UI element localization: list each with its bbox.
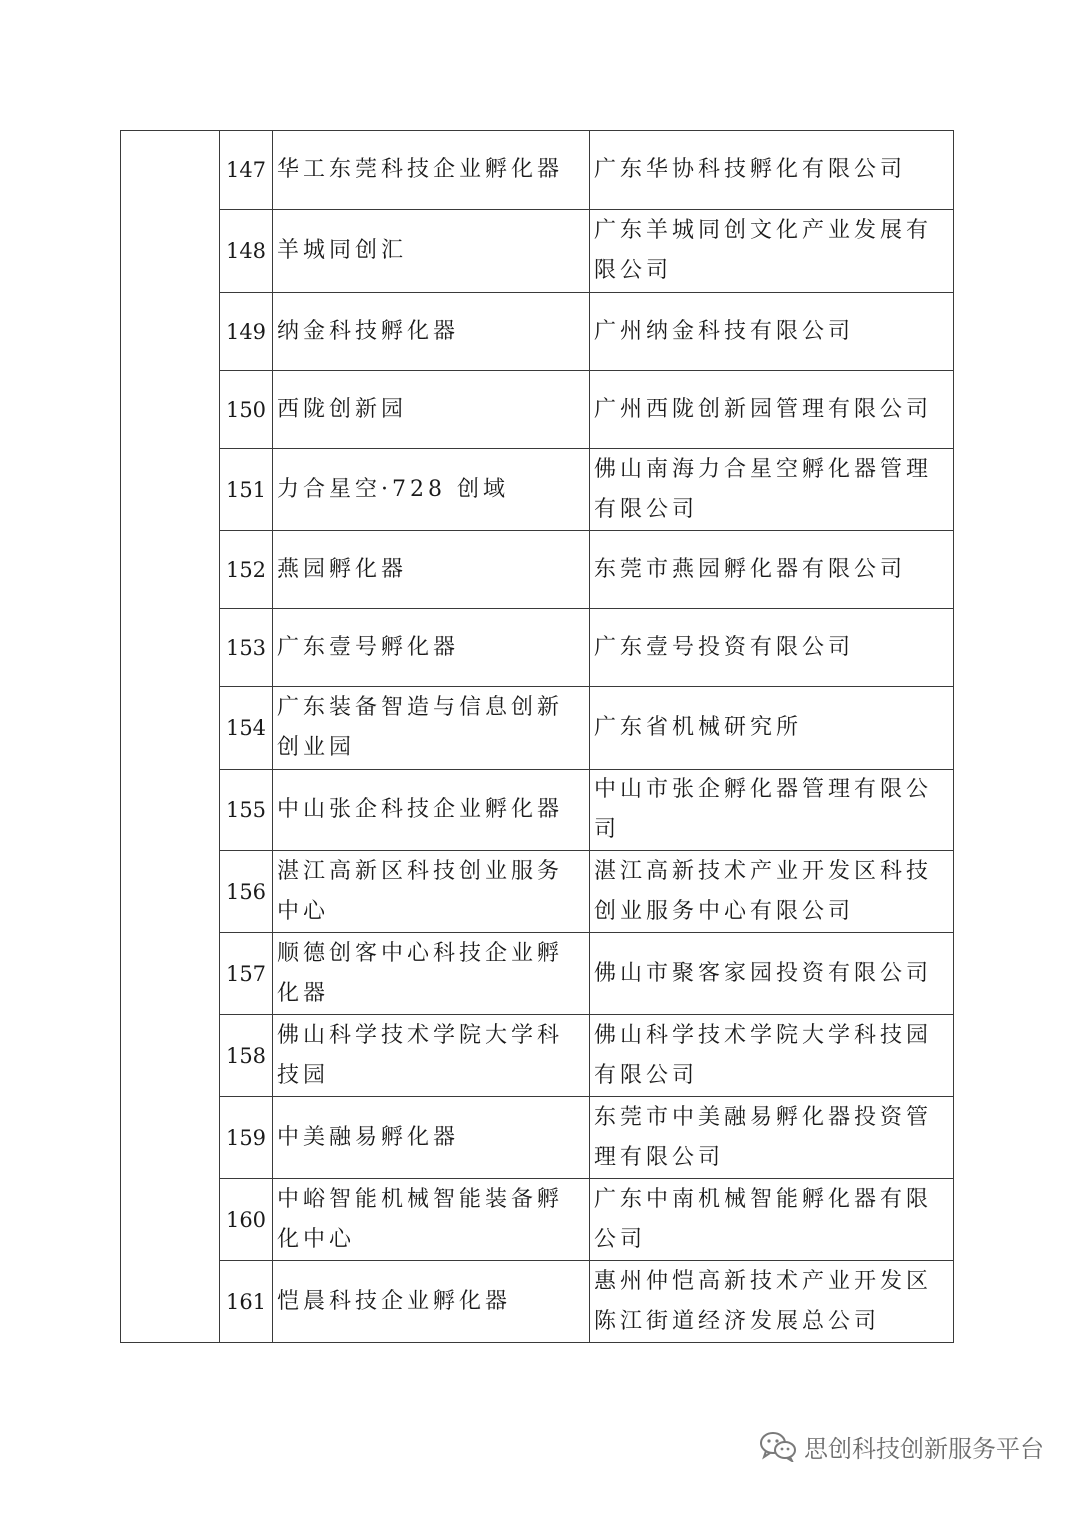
table-row (121, 687, 954, 770)
row-number: 151 (220, 449, 273, 531)
table-row (121, 1261, 954, 1343)
incubator-name: 中山张企科技企业孵化器 (273, 770, 590, 851)
operating-organization: 佛山科学技术学院大学科技园有限公司 (590, 1015, 954, 1097)
incubator-name: 湛江高新区科技创业服务中心 (273, 851, 590, 933)
operating-organization: 广东省机械研究所 (590, 687, 954, 770)
watermark (758, 1428, 1044, 1464)
operating-organization: 东莞市中美融易孵化器投资管理有限公司 (590, 1097, 954, 1179)
operating-organization: 东莞市燕园孵化器有限公司 (590, 531, 954, 609)
incubator-name: 恺晨科技企业孵化器 (273, 1261, 590, 1343)
row-number: 153 (220, 609, 273, 687)
incubator-name: 华工东莞科技企业孵化器 (273, 131, 590, 210)
watermark-text: 思创科技创新服务平台 (804, 1434, 1044, 1463)
table-row (121, 851, 954, 933)
table-row (121, 933, 954, 1015)
table-row (121, 131, 954, 210)
incubator-name: 佛山科学技术学院大学科技园 (273, 1015, 590, 1097)
operating-organization: 湛江高新技术产业开发区科技创业服务中心有限公司 (590, 851, 954, 933)
table-row (121, 609, 954, 687)
operating-organization: 广东华协科技孵化有限公司 (590, 131, 954, 210)
row-number: 158 (220, 1015, 273, 1097)
operating-organization: 广州纳金科技有限公司 (590, 293, 954, 371)
operating-organization: 广东壹号投资有限公司 (590, 609, 954, 687)
incubator-name: 顺德创客中心科技企业孵化器 (273, 933, 590, 1015)
row-number: 156 (220, 851, 273, 933)
incubator-name: 西陇创新园 (273, 371, 590, 449)
row-number: 150 (220, 371, 273, 449)
row-number: 157 (220, 933, 273, 1015)
incubator-name: 中美融易孵化器 (273, 1097, 590, 1179)
operating-organization: 佛山市聚客家园投资有限公司 (590, 933, 954, 1015)
table-row (121, 210, 954, 293)
row-number: 155 (220, 770, 273, 851)
incubator-name: 羊城同创汇 (273, 210, 590, 293)
operating-organization: 广州西陇创新园管理有限公司 (590, 371, 954, 449)
row-number: 152 (220, 531, 273, 609)
incubator-table (120, 130, 954, 1343)
incubator-name: 广东装备智造与信息创新创业园 (273, 687, 590, 770)
table-row (121, 770, 954, 851)
category-cell (121, 131, 220, 1343)
row-number: 154 (220, 687, 273, 770)
table-row (121, 1015, 954, 1097)
row-number: 160 (220, 1179, 273, 1261)
table-row (121, 1179, 954, 1261)
incubator-name: 纳金科技孵化器 (273, 293, 590, 371)
incubator-name: 中峪智能机械智能装备孵化中心 (273, 1179, 590, 1261)
row-number: 159 (220, 1097, 273, 1179)
operating-organization: 佛山南海力合星空孵化器管理有限公司 (590, 449, 954, 531)
table-row (121, 293, 954, 371)
operating-organization: 中山市张企孵化器管理有限公司 (590, 770, 954, 851)
incubator-name: 燕园孵化器 (273, 531, 590, 609)
operating-organization: 惠州仲恺高新技术产业开发区陈江街道经济发展总公司 (590, 1261, 954, 1343)
wechat-icon (758, 1430, 798, 1462)
table-row (121, 371, 954, 449)
table-body (121, 131, 954, 1343)
operating-organization: 广东中南机械智能孵化器有限公司 (590, 1179, 954, 1261)
incubator-name: 力合星空·728 创域 (273, 449, 590, 531)
incubator-name: 广东壹号孵化器 (273, 609, 590, 687)
table-row (121, 449, 954, 531)
row-number: 149 (220, 293, 273, 371)
row-number: 161 (220, 1261, 273, 1343)
table-row (121, 531, 954, 609)
table-row (121, 1097, 954, 1179)
operating-organization: 广东羊城同创文化产业发展有限公司 (590, 210, 954, 293)
row-number: 147 (220, 131, 273, 210)
row-number: 148 (220, 210, 273, 293)
